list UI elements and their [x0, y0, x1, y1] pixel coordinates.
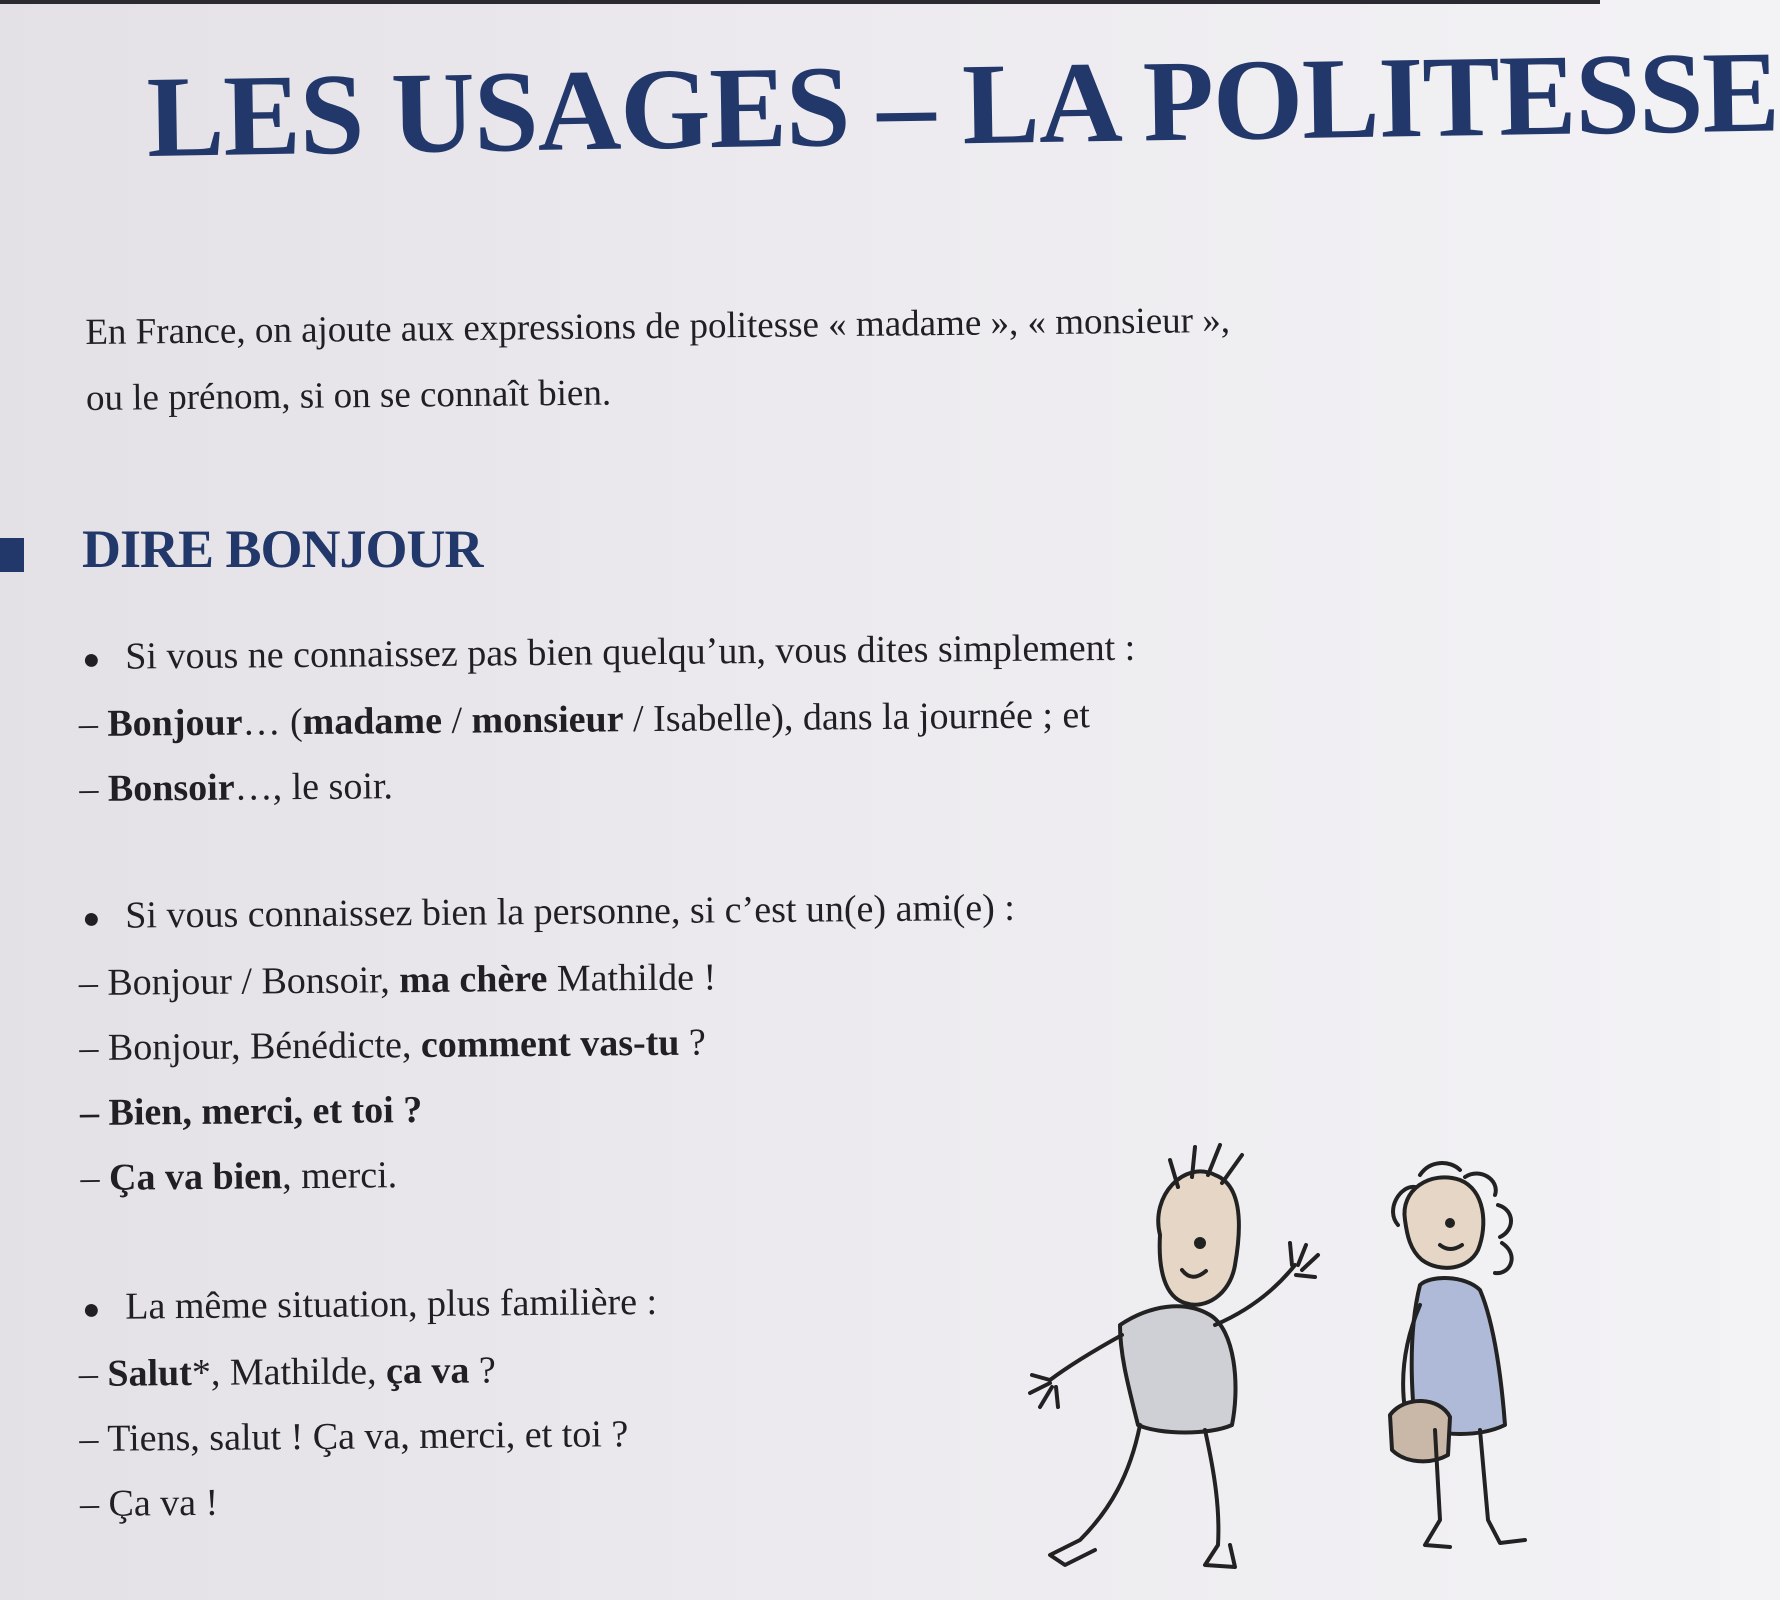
example-line: – Tiens, salut ! Ça va, merci, et toi ?: [79, 1413, 629, 1460]
example-line: – Bonjour / Bonsoir, ma chère Mathilde !: [78, 956, 717, 1004]
bullet-item: ● Si vous connaissez bien la personne, si c’est un(e) ami(e) :: [78, 873, 1379, 951]
page-title: LES USAGES – LA POLITESSE: [145, 28, 1780, 183]
example-line: – Bien, merci, et toi ?: [79, 1089, 423, 1134]
example-line: – Bonsoir…, le soir.: [79, 765, 394, 810]
intro-line-2: ou le prénom, si on se connaît bien.: [85, 372, 612, 419]
example-line: – Ça va bien, merci.: [80, 1154, 398, 1199]
bullet-icon: ●: [82, 1292, 101, 1326]
section-marker: [0, 538, 24, 572]
bullet-icon: ●: [82, 901, 101, 935]
intro-paragraph: [85, 285, 1506, 432]
example-line: – Bonjour, Bénédicte, comment vas-tu ?: [79, 1021, 706, 1069]
intro-line-1: En France, on ajoute aux expressions de politesse « madame », « monsieur »,: [85, 300, 1231, 353]
example-line: – Ça va !: [79, 1481, 219, 1525]
bullet-icon: ●: [82, 642, 101, 676]
bullet-item: ● La même situation, plus familière :: [78, 1264, 1379, 1342]
greeting-formal-block: [78, 614, 1380, 822]
example-line: – Bonjour… (madame / monsieur / Isabelle), dans la journée ; et: [78, 694, 1091, 745]
bullet-item: ● Si vous ne connaissez pas bien quelqu’un, vous dites simplement :: [78, 614, 1379, 692]
example-line: – Salut*, Mathilde, ça va ?: [78, 1349, 496, 1395]
woman-figure: [1390, 1163, 1525, 1547]
section-title: DIRE BONJOUR: [82, 519, 483, 579]
greeting-illustration: [1010, 1125, 1600, 1600]
top-rule: [0, 0, 1600, 4]
man-figure: [1030, 1145, 1318, 1567]
